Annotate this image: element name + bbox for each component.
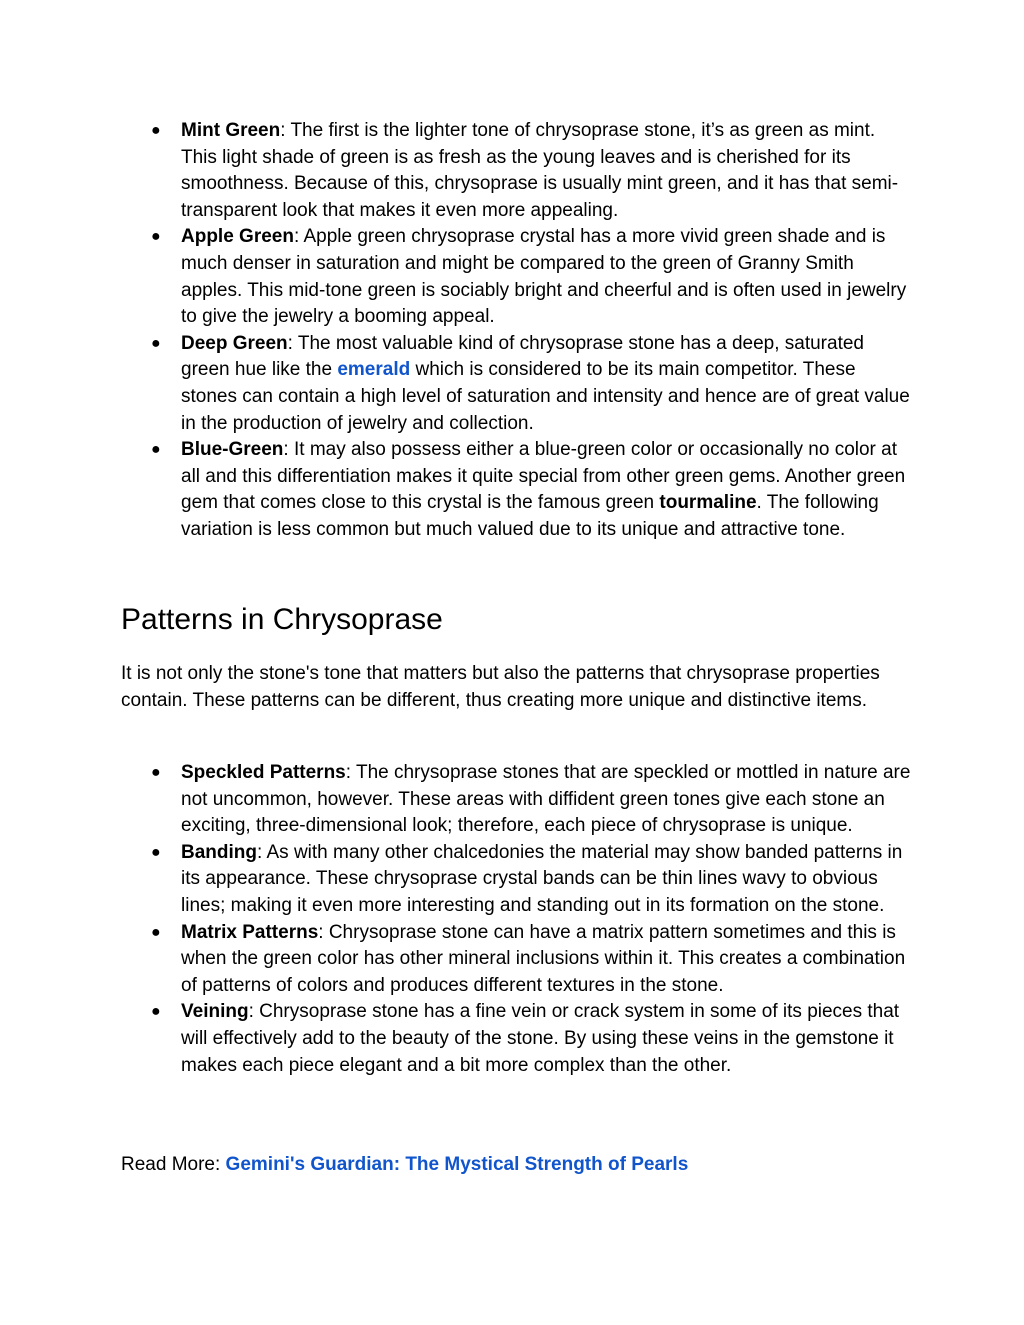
bullet-icon: ● (151, 228, 161, 246)
term-veining: Veining (181, 1001, 249, 1023)
list-item-deep-green: ● Deep Green: The most valuable kind of chrysoprase stone has a deep, saturated green hue like the emerald which is considered to be its main competitor. These stones can contain a high level of saturation and intensity and hence are of great value in the production of jewelry and collection. (151, 332, 910, 434)
bullet-icon: ● (151, 122, 161, 139)
term-mint-green: Mint Green (181, 120, 281, 141)
term-matrix: Matrix Patterns (181, 921, 319, 943)
bullet-icon: ● (151, 334, 161, 352)
list-item-veining: ● Veining: Chrysoprase stone has a fine vein or crack system in some of its pieces that will effectively add to the beauty of the stone. By using these veins in the gemstone it makes each piece elegant and a bit more complex than the other. (151, 1001, 900, 1076)
read-more (121, 1152, 688, 1179)
term-blue-green: Blue-Green (181, 439, 284, 461)
bullet-icon: ● (151, 923, 161, 941)
list-item-blue-green: ● Blue-Green: It may also possess either a blue-green color or occasionally no color at all and this differentiation makes it quite special from other green gems. Another green gem that comes close to this crystal is the famous green tourmaline. The following variation is less common but much valued due to its unique and attractive tone. (151, 439, 906, 540)
read-more-label: Read More: (121, 1154, 226, 1175)
document-page (121, 118, 911, 1175)
list-item-mint-green: ● Mint Green: The first is the lighter tone of chrysoprase stone, it’s as green as mint. This light shade of green is as fresh as the young leaves and is cherished for its smoothness. Because of this, chrysoprase is usually mint green, and it has that semi-transparent look that makes it even more appealing. (151, 120, 899, 221)
list-item-speckled: ● Speckled Patterns: The chrysoprase stones that are speckled or mottled in nature are not uncommon, however. These areas with diffident green tones give each stone an exciting, three-dimensional look; therefore, each piece of chrysoprase is unique. (151, 762, 911, 837)
bullet-icon: ● (151, 843, 161, 861)
list-item-apple-green: ● Apple Green: Apple green chrysoprase crystal has a more vivid green shade and is much denser in saturation and might be compared to the green of Granny Smith apples. This mid-tone green is sociably bright and cheerful and is often used in jewelry to give the jewelry a booming appeal. (151, 226, 907, 328)
stone-colors-list (121, 118, 911, 544)
term-deep-green: Deep Green (181, 332, 288, 354)
patterns-list (121, 760, 911, 1079)
term-apple-green: Apple Green (181, 226, 294, 248)
bullet-icon: ● (151, 1003, 161, 1021)
bullet-icon: ● (151, 764, 161, 781)
term-banding: Banding (181, 841, 257, 863)
list-item-banding: ● Banding: As with many other chalcedonies the material may show banded patterns in its appearance. These chrysoprase crystal bands can be thin lines wavy to obvious lines; making it even more interesting and standing out in its formation on the stone. (151, 841, 903, 916)
emerald-link[interactable]: emerald (337, 359, 411, 381)
intro-paragraph: It is not only the stone's tone that matters but also the patterns that chrysoprase properties contain. These patterns can be different, thus creating more unique and distinctive items. (121, 663, 880, 711)
list-item-matrix: ● Matrix Patterns: Chrysoprase stone can have a matrix pattern sometimes and this is when the green color has other mineral inclusions within it. This creates a combination of patterns of colors and produces different textures in the stone. (151, 921, 906, 996)
bullet-icon: ● (151, 441, 161, 459)
read-more-link[interactable]: Gemini's Guardian: The Mystical Strength of Pearls (225, 1154, 689, 1175)
term-speckled: Speckled Patterns (181, 762, 346, 783)
term-tourmaline: tourmaline (659, 492, 757, 514)
section-heading: Patterns in Chrysoprase (121, 603, 443, 636)
